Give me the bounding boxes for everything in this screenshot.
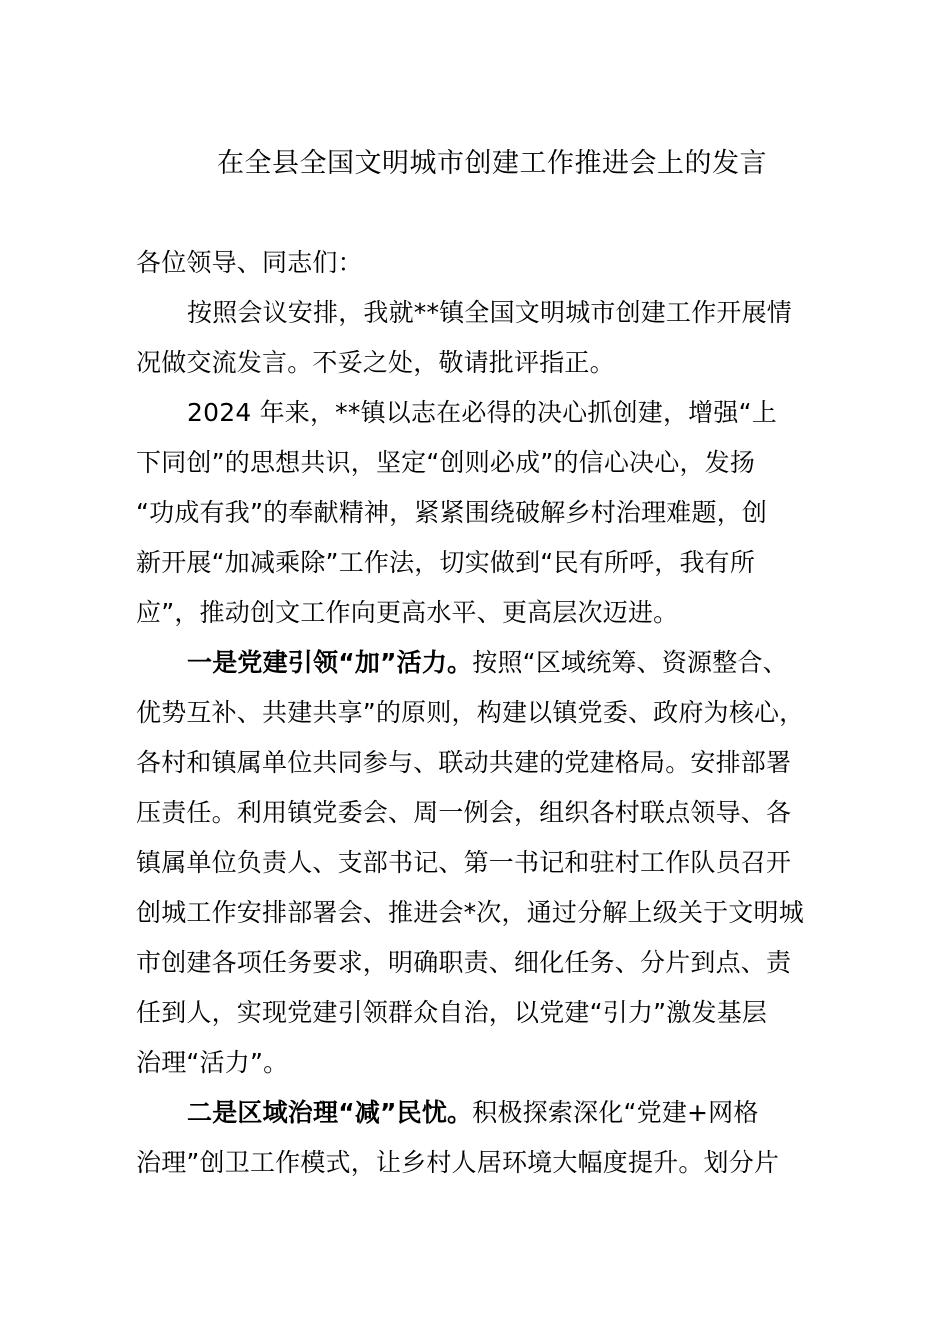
- paragraph-line: 创城工作安排部署会、推进会*次，通过分解上级关于文明城: [136, 898, 804, 927]
- section-2-text: 积极探索深化“党建+网格: [472, 1098, 759, 1127]
- section-1-heading: 一是党建引领“加”活力。: [187, 648, 473, 677]
- salutation: 各位领导、同志们：: [136, 248, 363, 277]
- paragraph-line: 镇属单位负责人、支部书记、第一书记和驻村工作队员召开: [136, 848, 792, 877]
- paragraph-line: 市创建各项任务要求，明确职责、细化任务、分片到点、责: [136, 948, 792, 977]
- section-2-first-line: [187, 1098, 759, 1128]
- paragraph-line: 按照会议安排，我就**镇全国文明城市创建工作开展情: [187, 298, 793, 327]
- paragraph-line: 2024 年来，**镇以志在必得的决心抓创建，增强“上: [187, 398, 777, 427]
- section-1-first-line: [187, 648, 788, 678]
- paragraph-line: 优势互补、共建共享”的原则，构建以镇党委、政府为核心，: [136, 698, 805, 727]
- paragraph-line: 治理”创卫工作模式，让乡村人居环境大幅度提升。划分片: [136, 1148, 780, 1177]
- paragraph-line: 应”，推动创文工作向更高水平、更高层次迈进。: [136, 598, 679, 627]
- paragraph-line: 任到人，实现党建引领群众自治，以党建“引力”激发基层: [136, 998, 768, 1027]
- paragraph-line: 况做交流发言。不妥之处，敬请批评指正。: [136, 348, 615, 377]
- paragraph-line: 各村和镇属单位共同参与、联动共建的党建格局。安排部署: [136, 748, 792, 777]
- paragraph-line: 压责任。利用镇党委会、周一例会，组织各村联点领导、各: [136, 798, 792, 827]
- paragraph-line: 下同创”的思想共识，坚定“创则必成”的信心决心，发扬: [136, 448, 756, 477]
- section-2-heading: 二是区域治理“减”民忧。: [187, 1098, 473, 1127]
- paragraph-line: 新开展“加减乘除”工作法，切实做到“民有所呼，我有所: [136, 548, 756, 577]
- document-title: 在全县全国文明城市创建工作推进会上的发言: [217, 148, 767, 179]
- paragraph-line: 治理“活力”。: [136, 1048, 289, 1077]
- section-1-text: 按照“区域统筹、资源整合、: [472, 648, 788, 677]
- paragraph-line: “功成有我”的奉献精神，紧紧围绕破解乡村治理难题，创: [136, 498, 768, 527]
